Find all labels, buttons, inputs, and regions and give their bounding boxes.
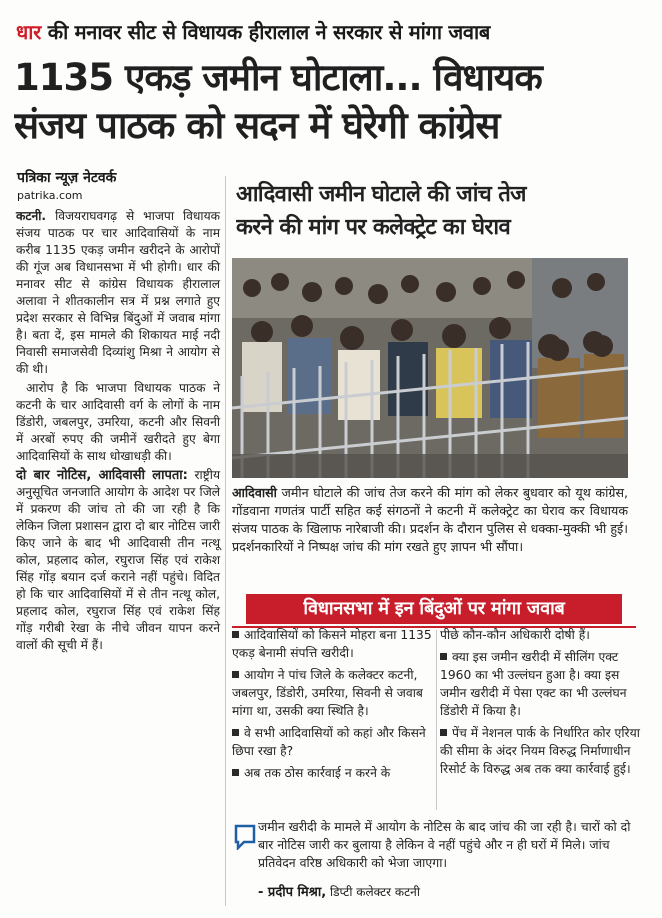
byline-org: पत्रिका न्यूज़ नेटवर्क — [17, 170, 117, 186]
article-para-1: कटनी. विजयराघवगढ़ से भाजपा विधायक संजय पाठक पर चार आदिवासियों के नाम करीब 1135 एकड़ जमीन खरीदने के आरोपों की गूंज अब विधानसभा में भी होगी। धार की मनावर सीट से कांग्रेस विधायक हीरालाल अलावा ने शीतकालीन सत्र में प्रश्न लगाते हुए प्रदेश सरकार से विभिन्न बिंदुओं में जवाब मांगा है। बता दें, इस मामले की शिकायत माई नदी निवासी समाजसेवी दिव्यांशु मिश्रा ने आयोग से की थी। — [16, 209, 221, 376]
headline — [14, 54, 650, 150]
dateline-city: कटनी. — [16, 209, 47, 223]
bullet-square-icon — [232, 729, 239, 736]
official-quote — [232, 816, 640, 906]
deck-line-1: आदिवासी जमीन घोटाले की जांच तेज — [236, 182, 526, 207]
deck-line-2: करने की मांग पर कलेक्ट्रेट का घेराव — [236, 215, 511, 240]
point-item: आयोग ने पांच जिले के कलेक्टर कटनी, जबलपुर, डिंडोरी, उमरिया, सिवनी से जवाब मांगा था, उसकी क्या स्थिति है। — [232, 668, 423, 718]
photo-deck-headline — [236, 178, 646, 244]
points-banner: विधानसभा में इन बिंदुओं पर मांगा जवाब — [246, 594, 622, 624]
article-body — [16, 208, 220, 656]
photo-caption — [232, 484, 628, 556]
article-para-2: आरोप है कि भाजपा विधायक पाठक ने कटनी के चार आदिवासी वर्ग के लोगों के नाम डिंडोरी, जबलपुर, उमरिया, कटनी और सिवनी में अरबों रुपए की जमीनें खरीदते हुए बेगा आदिवासियों के साथ धोखाधड़ी की। — [16, 381, 220, 463]
point-item: वे सभी आदिवासियों को कहां और किसने छिपा रखा है? — [232, 726, 426, 758]
byline-site: patrika.com — [17, 189, 83, 202]
quote-name: - प्रदीप मिश्रा, — [258, 885, 327, 900]
quote-mark-icon — [234, 824, 256, 850]
quote-designation: डिप्टी कलेक्टर कटनी — [329, 885, 420, 899]
protest-photo — [232, 258, 628, 478]
article-para-3: दो बार नोटिस, आदिवासी लापता: राष्ट्रीय अनुसूचित जनजाति आयोग के आदेश पर जिले में प्रकरण की जांच तो की जा रही है कि लेकिन जिला प्रशासन द्वारा दो बार नोटिस जारी किए जाने के बाद भी आदिवासी तीन नत्थू कोल, प्रहलाद कोल, रघुराज सिंह एवं राकेश सिंह गोंड़ बयान दर्ज कराने नहीं पहुंचे। विदित हो कि चार आदिवासियों में से तीन नत्थू कोल, प्रहलाद कोल, रघुराज सिंह एवं राकेश सिंह गोंड़ गरीबी रेखा के नीचे जीवन यापन करने वालों की सूची में हैं। — [16, 468, 221, 652]
points-left-column — [232, 626, 432, 786]
point-item: पेंच में नेशनल पार्क के निर्धारित कोर एरिया की सीमा के अंदर नियम विरुद्ध निर्माणाधीन रिसोर्ट के विरुद्ध अब तक क्या कार्रवाई हुई। — [440, 726, 640, 776]
headline-line-2: संजय पाठक को सदन में घेरेगी कांग्रेस — [14, 104, 500, 147]
caption-text: जमीन घोटाले की जांच तेज करने की मांग को लेकर बुधवार को यूथ कांग्रेस, गोंडवाना गणतंत्र पार्टी सहित कई संगठनों ने कटनी में कलेक्ट्रेट का घेराव कर विधायक संजय पाठक के खिलाफ नारेबाजी की। प्रदर्शन के दौरान पुलिस से धक्का-मुक्की भी हुई। प्रदर्शनकारियों ने निष्पक्ष जांच की मांग रखते हुए ज्ञापन भी सौंपा। — [232, 485, 628, 554]
kicker-place: धार — [16, 20, 42, 44]
point-item: आदिवासियों को किसने मोहरा बना 1135 एकड़ बेनामी संपत्ति खरीदी। — [232, 628, 432, 660]
kicker — [16, 18, 646, 45]
protest-photo-illustration — [232, 258, 628, 478]
quote-attribution — [258, 882, 640, 900]
points-divider — [436, 630, 437, 810]
article-subhead: दो बार नोटिस, आदिवासी लापता: — [16, 468, 188, 483]
points-right-column — [440, 626, 640, 782]
bullet-square-icon — [232, 769, 239, 776]
caption-lead: आदिवासी — [232, 485, 277, 500]
bullet-square-icon — [440, 653, 447, 660]
point-item: अब तक ठोस कार्रवाई न करने के — [232, 764, 432, 782]
point-continued: पीछे कौन-कौन अधिकारी दोषी हैं। — [440, 628, 590, 642]
headline-line-1: 1135 एकड़ जमीन घोटाला... विधायक — [14, 56, 542, 99]
bullet-square-icon — [440, 729, 447, 736]
point-item: क्या इस जमीन खरीदी में सीलिंग एक्ट 1960 का भी उल्लंघन हुआ है। क्या इस जमीन खरीदी में पेसा एक्ट का भी उल्लंघन डिंडोरी में किया है। — [440, 650, 627, 718]
quote-text: जमीन खरीदी के मामले में आयोग के नोटिस के बाद जांच की जा रही है। चारों को दो बार नोटिस जारी कर बुलाया है लेकिन वे नहीं पहुंचे और न ही घरों में मिले। जांच प्रतिवेदन वरिष्ठ अधिकारी को भेजा जाएगा। — [258, 819, 631, 870]
column-divider — [225, 176, 226, 906]
bullet-square-icon — [232, 671, 239, 678]
bullet-square-icon — [232, 631, 239, 638]
byline — [17, 168, 217, 202]
kicker-text: की मनावर सीट से विधायक हीरालाल ने सरकार से मांगा जवाब — [47, 20, 491, 44]
